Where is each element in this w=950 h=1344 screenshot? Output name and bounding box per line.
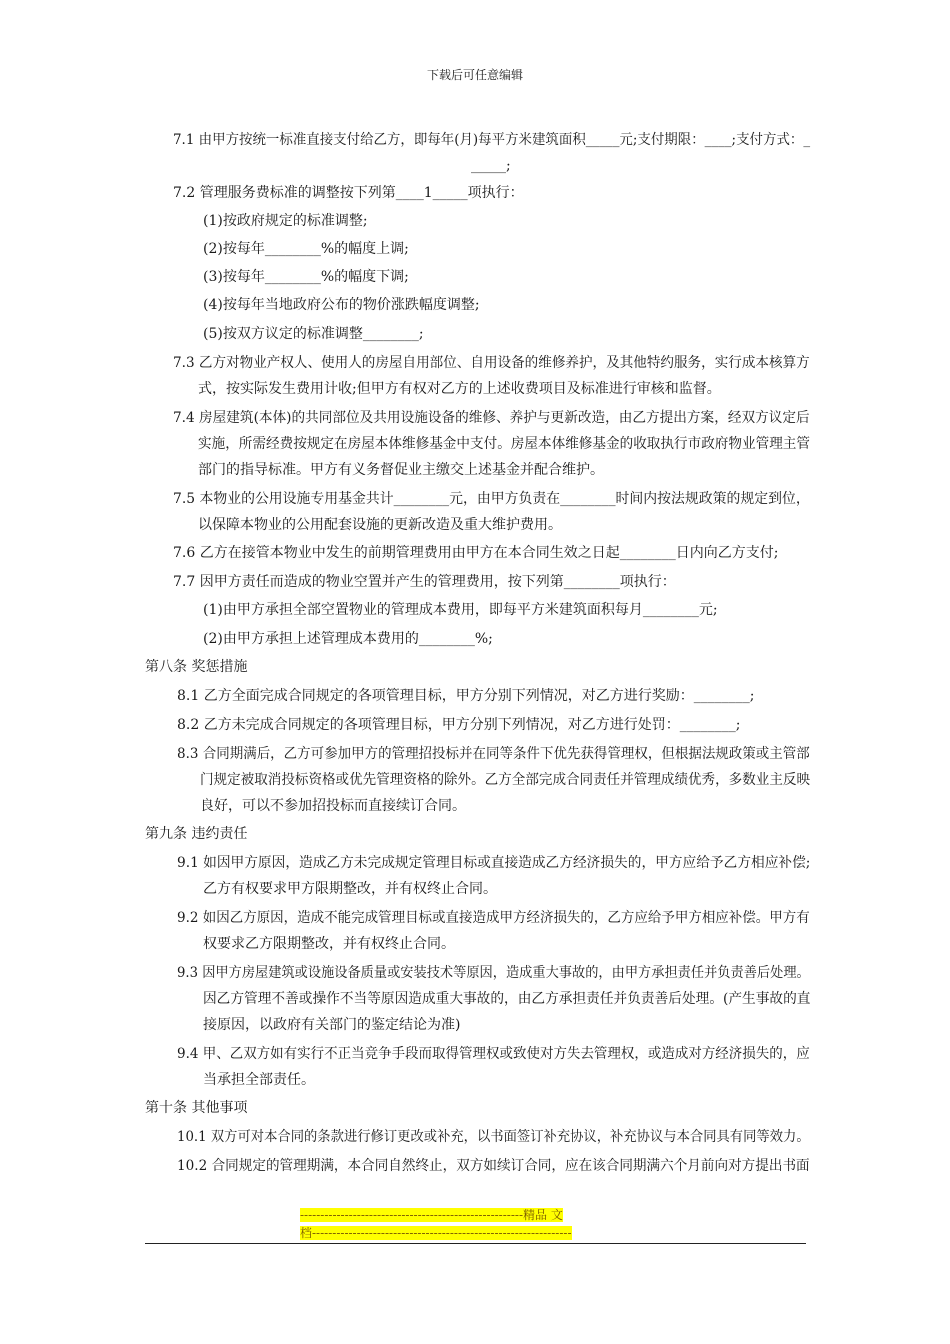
text-line: 接原因，以政府有关部门的鉴定结论为准) — [203, 1017, 461, 1033]
text-line: _____; — [471, 158, 511, 174]
text-line: 10.2 合同规定的管理期满，本合同自然终止，双方如续订合同，应在该合同期满六个月前向对方提出书面 — [177, 1158, 810, 1174]
footer-watermark — [300, 1206, 652, 1242]
text-line: 良好，可以不参加招投标而直接续订合同。 — [200, 798, 466, 814]
text-line: 第八条 奖惩措施 — [145, 659, 248, 675]
text-line: 9.2 如因乙方原因，造成不能完成管理目标或直接造成甲方经济损失的，乙方应给予甲方相应补偿。甲方有 — [177, 910, 810, 926]
text-line: 8.2 乙方未完成合同规定的各项管理目标，甲方分别下列情况，对乙方进行处罚：________; — [177, 717, 741, 733]
text-line: 8.1 乙方全面完成合同规定的各项管理目标，甲方分别下列情况，对乙方进行奖励：________; — [177, 688, 755, 704]
text-line: 7.2 管理服务费标准的调整按下列第____1_____项执行： — [173, 185, 524, 201]
text-line: 权要求乙方限期整改，并有权终止合同。 — [203, 936, 455, 952]
text-line: 7.1 由甲方按统一标准直接支付给乙方，即每年(月)每平方米建筑面积_____元;支付期限：____;支付方式：_ — [173, 132, 811, 148]
text-line: (1)由甲方承担全部空置物业的管理成本费用，即每平方米建筑面积每月________元; — [203, 602, 718, 618]
text-line: 乙方有权要求甲方限期整改，并有权终止合同。 — [203, 881, 497, 897]
text-line: (5)按双方议定的标准调整________; — [203, 326, 424, 342]
text-line: 9.4 甲、乙双方如有实行不正当竞争手段而取得管理权或致使对方失去管理权，或造成对方经济损失的，应 — [177, 1046, 810, 1062]
text-line: (2)由甲方承担上述管理成本费用的________%; — [203, 631, 493, 647]
text-line: 门规定被取消投标资格或优先管理资格的除外。乙方全部完成合同责任并管理成绩优秀，多数业主反映 — [200, 772, 810, 788]
text-line: (1)按政府规定的标准调整; — [203, 213, 368, 229]
text-line: (2)按每年________%的幅度上调; — [203, 241, 409, 257]
text-line: 式，按实际发生费用计收;但甲方有权对乙方的上述收费项目及标准进行审核和监督。 — [198, 381, 721, 397]
text-line: 7.6 乙方在接管本物业中发生的前期管理费用由甲方在本合同生效之日起________日内向乙方支付; — [173, 545, 779, 561]
footer-line-2: 档---------------------------------------------------------------- — [300, 1226, 572, 1240]
text-line: 8.3 合同期满后，乙方可参加甲方的管理招投标并在同等条件下优先获得管理权，但根据法规政策或主管部 — [177, 746, 810, 762]
text-line: 当承担全部责任。 — [203, 1072, 315, 1088]
text-line: 9.3 因甲方房屋建筑或设施设备质量或安装技术等原因，造成重大事故的，由甲方承担责任并负责善后处理。 — [177, 965, 810, 981]
footer-rule — [145, 1243, 806, 1244]
text-line: 以保障本物业的公用配套设施的更新改造及重大维护费用。 — [198, 517, 562, 533]
text-line: 实施，所需经费按规定在房屋本体维修基金中支付。房屋本体维修基金的收取执行市政府物业管理主管 — [198, 436, 810, 452]
text-line: 10.1 双方可对本合同的条款进行修订更改或补充，以书面签订补充协议，补充协议与本合同具有同等效力。 — [177, 1129, 810, 1145]
text-line: 部门的指导标准。甲方有义务督促业主缴交上述基金并配合维护。 — [198, 462, 604, 478]
text-line: 7.3 乙方对物业产权人、使用人的房屋自用部位、自用设备的维修养护，及其他特约服务，实行成本核算方 — [173, 355, 810, 371]
footer-line-1: -------------------------------------------------------精品 文 — [300, 1208, 563, 1222]
page-header: 下载后可任意编辑 — [426, 68, 523, 82]
text-line: 第十条 其他事项 — [145, 1100, 248, 1116]
text-line: 第九条 违约责任 — [145, 826, 248, 842]
text-line: 因乙方管理不善或操作不当等原因造成重大事故的，由乙方承担责任并负责善后处理。(产生事故的直 — [203, 991, 811, 1007]
text-line: (3)按每年________%的幅度下调; — [203, 269, 409, 285]
text-line: 7.5 本物业的公用设施专用基金共计________元，由甲方负责在________时间内按法规政策的规定到位， — [173, 491, 810, 507]
text-line: 7.7 因甲方责任而造成的物业空置并产生的管理费用，按下列第________项执行： — [173, 574, 676, 590]
text-line: 7.4 房屋建筑(本体)的共同部位及共用设施设备的维修、养护与更新改造，由乙方提出方案，经双方议定后 — [173, 410, 810, 426]
text-line: (4)按每年当地政府公布的物价涨跌幅度调整; — [203, 297, 480, 313]
text-line: 9.1 如因甲方原因，造成乙方未完成规定管理目标或直接造成乙方经济损失的，甲方应给予乙方相应补偿; — [177, 855, 811, 871]
